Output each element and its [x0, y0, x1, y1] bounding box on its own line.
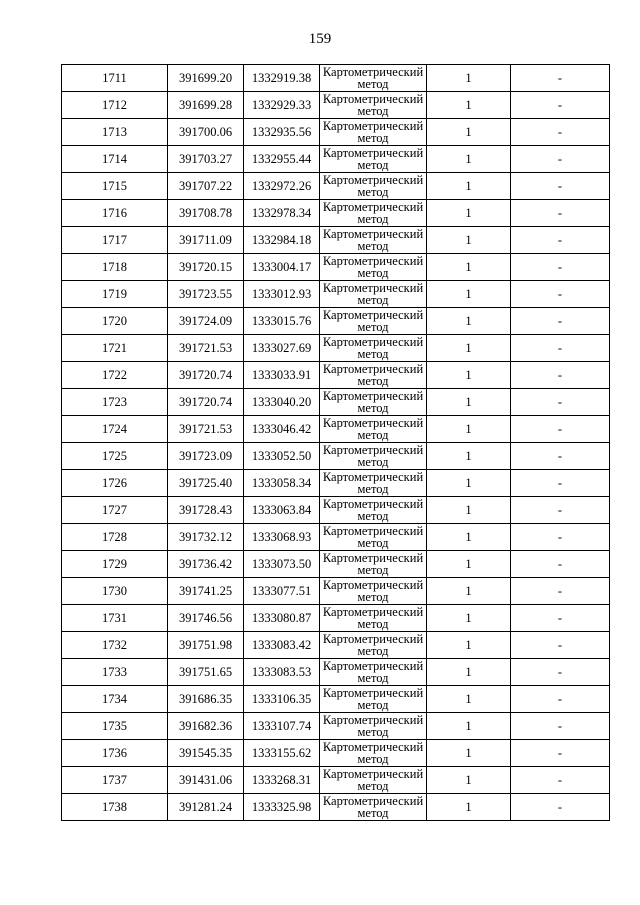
method-cell	[320, 443, 427, 470]
method-line-2: метод	[357, 265, 389, 280]
note-cell: -	[511, 92, 610, 119]
note-cell: -	[511, 443, 610, 470]
method-line-1: Картометрический	[322, 334, 424, 349]
point-number-cell: 1712	[62, 92, 168, 119]
table-row	[62, 659, 610, 686]
y-coordinate-cell: 1333083.53	[244, 659, 320, 686]
method-cell	[320, 470, 427, 497]
method-line-1: Картометрический	[322, 685, 424, 700]
method-line-2: метод	[357, 130, 389, 145]
count-cell: 1	[427, 281, 511, 308]
x-coordinate-cell: 391703.27	[168, 146, 244, 173]
note-cell: -	[511, 281, 610, 308]
method-line-2: метод	[357, 211, 389, 226]
point-number-cell: 1730	[62, 578, 168, 605]
method-line-1: Картометрический	[322, 64, 424, 79]
method-line-2: метод	[357, 346, 389, 361]
method-line-1: Картометрический	[322, 280, 424, 295]
count-cell: 1	[427, 254, 511, 281]
point-number-cell: 1714	[62, 146, 168, 173]
count-cell: 1	[427, 92, 511, 119]
x-coordinate-cell: 391700.06	[168, 119, 244, 146]
table-row	[62, 497, 610, 524]
method-cell	[320, 497, 427, 524]
count-cell: 1	[427, 443, 511, 470]
y-coordinate-cell: 1333073.50	[244, 551, 320, 578]
table-row	[62, 335, 610, 362]
table-row	[62, 740, 610, 767]
note-cell: -	[511, 173, 610, 200]
count-cell: 1	[427, 65, 511, 92]
note-cell: -	[511, 227, 610, 254]
x-coordinate-cell: 391699.28	[168, 92, 244, 119]
table-row	[62, 578, 610, 605]
point-number-cell: 1725	[62, 443, 168, 470]
method-line-2: метод	[357, 778, 389, 793]
method-cell	[320, 281, 427, 308]
method-line-2: метод	[357, 481, 389, 496]
method-line-2: метод	[357, 643, 389, 658]
count-cell: 1	[427, 173, 511, 200]
table-row	[62, 227, 610, 254]
table-row	[62, 470, 610, 497]
method-cell	[320, 632, 427, 659]
method-line-1: Картометрический	[322, 766, 424, 781]
method-cell	[320, 308, 427, 335]
count-cell: 1	[427, 470, 511, 497]
note-cell: -	[511, 524, 610, 551]
note-cell: -	[511, 308, 610, 335]
table-row	[62, 389, 610, 416]
method-line-2: метод	[357, 562, 389, 577]
method-line-2: метод	[357, 157, 389, 172]
method-line-1: Картометрический	[322, 550, 424, 565]
method-line-1: Картометрический	[322, 226, 424, 241]
method-cell	[320, 578, 427, 605]
point-number-cell: 1720	[62, 308, 168, 335]
method-cell	[320, 767, 427, 794]
point-number-cell: 1713	[62, 119, 168, 146]
method-cell	[320, 227, 427, 254]
count-cell: 1	[427, 335, 511, 362]
count-cell: 1	[427, 389, 511, 416]
point-number-cell: 1715	[62, 173, 168, 200]
table-row	[62, 92, 610, 119]
y-coordinate-cell: 1333027.69	[244, 335, 320, 362]
method-cell	[320, 551, 427, 578]
point-number-cell: 1736	[62, 740, 168, 767]
method-cell	[320, 389, 427, 416]
coordinates-table	[61, 64, 610, 821]
table-row	[62, 416, 610, 443]
method-line-2: метод	[357, 184, 389, 199]
y-coordinate-cell: 1333004.17	[244, 254, 320, 281]
method-line-2: метод	[357, 319, 389, 334]
count-cell: 1	[427, 227, 511, 254]
note-cell: -	[511, 200, 610, 227]
point-number-cell: 1738	[62, 794, 168, 821]
y-coordinate-cell: 1332978.34	[244, 200, 320, 227]
x-coordinate-cell: 391281.24	[168, 794, 244, 821]
x-coordinate-cell: 391736.42	[168, 551, 244, 578]
x-coordinate-cell: 391723.09	[168, 443, 244, 470]
y-coordinate-cell: 1332919.38	[244, 65, 320, 92]
count-cell: 1	[427, 794, 511, 821]
count-cell: 1	[427, 497, 511, 524]
method-cell	[320, 146, 427, 173]
table-row	[62, 794, 610, 821]
count-cell: 1	[427, 686, 511, 713]
count-cell: 1	[427, 740, 511, 767]
method-line-1: Картометрический	[322, 91, 424, 106]
method-line-1: Картометрический	[322, 496, 424, 511]
point-number-cell: 1731	[62, 605, 168, 632]
method-line-2: метод	[357, 589, 389, 604]
note-cell: -	[511, 605, 610, 632]
count-cell: 1	[427, 146, 511, 173]
count-cell: 1	[427, 308, 511, 335]
x-coordinate-cell: 391751.65	[168, 659, 244, 686]
point-number-cell: 1719	[62, 281, 168, 308]
method-cell	[320, 713, 427, 740]
note-cell: -	[511, 632, 610, 659]
note-cell: -	[511, 659, 610, 686]
x-coordinate-cell: 391728.43	[168, 497, 244, 524]
note-cell: -	[511, 551, 610, 578]
table-row	[62, 362, 610, 389]
y-coordinate-cell: 1333033.91	[244, 362, 320, 389]
x-coordinate-cell: 391686.35	[168, 686, 244, 713]
y-coordinate-cell: 1333325.98	[244, 794, 320, 821]
note-cell: -	[511, 497, 610, 524]
count-cell: 1	[427, 551, 511, 578]
count-cell: 1	[427, 200, 511, 227]
count-cell: 1	[427, 713, 511, 740]
method-line-2: метод	[357, 724, 389, 739]
count-cell: 1	[427, 362, 511, 389]
point-number-cell: 1722	[62, 362, 168, 389]
method-line-1: Картометрический	[322, 631, 424, 646]
note-cell: -	[511, 362, 610, 389]
point-number-cell: 1726	[62, 470, 168, 497]
note-cell: -	[511, 470, 610, 497]
point-number-cell: 1716	[62, 200, 168, 227]
method-line-2: метод	[357, 76, 389, 91]
x-coordinate-cell: 391732.12	[168, 524, 244, 551]
y-coordinate-cell: 1333046.42	[244, 416, 320, 443]
point-number-cell: 1733	[62, 659, 168, 686]
note-cell: -	[511, 686, 610, 713]
method-line-1: Картометрический	[322, 415, 424, 430]
count-cell: 1	[427, 605, 511, 632]
x-coordinate-cell: 391682.36	[168, 713, 244, 740]
count-cell: 1	[427, 767, 511, 794]
point-number-cell: 1732	[62, 632, 168, 659]
y-coordinate-cell: 1333155.62	[244, 740, 320, 767]
method-cell	[320, 119, 427, 146]
method-cell	[320, 605, 427, 632]
method-line-1: Картометрический	[322, 442, 424, 457]
table-row	[62, 605, 610, 632]
table-row	[62, 713, 610, 740]
y-coordinate-cell: 1332929.33	[244, 92, 320, 119]
note-cell: -	[511, 335, 610, 362]
method-line-2: метод	[357, 454, 389, 469]
method-line-2: метод	[357, 805, 389, 820]
note-cell: -	[511, 254, 610, 281]
note-cell: -	[511, 146, 610, 173]
x-coordinate-cell: 391707.22	[168, 173, 244, 200]
table-row	[62, 146, 610, 173]
method-line-2: метод	[357, 670, 389, 685]
table-row	[62, 173, 610, 200]
x-coordinate-cell: 391720.15	[168, 254, 244, 281]
method-line-2: метод	[357, 103, 389, 118]
method-cell	[320, 335, 427, 362]
point-number-cell: 1723	[62, 389, 168, 416]
point-number-cell: 1711	[62, 65, 168, 92]
y-coordinate-cell: 1333107.74	[244, 713, 320, 740]
point-number-cell: 1734	[62, 686, 168, 713]
table-row	[62, 119, 610, 146]
method-line-2: метод	[357, 697, 389, 712]
table-row	[62, 686, 610, 713]
method-line-1: Картометрический	[322, 712, 424, 727]
method-cell	[320, 254, 427, 281]
x-coordinate-cell: 391751.98	[168, 632, 244, 659]
method-line-2: метод	[357, 616, 389, 631]
method-cell	[320, 362, 427, 389]
point-number-cell: 1727	[62, 497, 168, 524]
count-cell: 1	[427, 524, 511, 551]
point-number-cell: 1717	[62, 227, 168, 254]
method-cell	[320, 659, 427, 686]
method-line-2: метод	[357, 373, 389, 388]
count-cell: 1	[427, 416, 511, 443]
y-coordinate-cell: 1332984.18	[244, 227, 320, 254]
y-coordinate-cell: 1333063.84	[244, 497, 320, 524]
method-line-2: метод	[357, 508, 389, 523]
y-coordinate-cell: 1333083.42	[244, 632, 320, 659]
y-coordinate-cell: 1333080.87	[244, 605, 320, 632]
method-line-1: Картометрический	[322, 307, 424, 322]
y-coordinate-cell: 1333058.34	[244, 470, 320, 497]
method-line-1: Картометрический	[322, 118, 424, 133]
method-line-1: Картометрический	[322, 658, 424, 673]
method-line-2: метод	[357, 751, 389, 766]
x-coordinate-cell: 391724.09	[168, 308, 244, 335]
table-row	[62, 254, 610, 281]
y-coordinate-cell: 1333077.51	[244, 578, 320, 605]
point-number-cell: 1724	[62, 416, 168, 443]
x-coordinate-cell: 391721.53	[168, 335, 244, 362]
x-coordinate-cell: 391746.56	[168, 605, 244, 632]
table-body	[62, 65, 610, 821]
table-row	[62, 65, 610, 92]
method-line-1: Картометрический	[322, 388, 424, 403]
method-cell	[320, 200, 427, 227]
count-cell: 1	[427, 632, 511, 659]
x-coordinate-cell: 391720.74	[168, 389, 244, 416]
table-row	[62, 551, 610, 578]
method-line-1: Картометрический	[322, 739, 424, 754]
x-coordinate-cell: 391725.40	[168, 470, 244, 497]
method-line-1: Картометрический	[322, 604, 424, 619]
method-cell	[320, 416, 427, 443]
note-cell: -	[511, 740, 610, 767]
y-coordinate-cell: 1333052.50	[244, 443, 320, 470]
y-coordinate-cell: 1333106.35	[244, 686, 320, 713]
method-cell	[320, 65, 427, 92]
x-coordinate-cell: 391723.55	[168, 281, 244, 308]
note-cell: -	[511, 416, 610, 443]
x-coordinate-cell: 391721.53	[168, 416, 244, 443]
x-coordinate-cell: 391741.25	[168, 578, 244, 605]
method-line-1: Картометрический	[322, 199, 424, 214]
note-cell: -	[511, 578, 610, 605]
x-coordinate-cell: 391711.09	[168, 227, 244, 254]
point-number-cell: 1718	[62, 254, 168, 281]
y-coordinate-cell: 1333068.93	[244, 524, 320, 551]
point-number-cell: 1728	[62, 524, 168, 551]
count-cell: 1	[427, 659, 511, 686]
method-line-1: Картометрический	[322, 145, 424, 160]
table-row	[62, 281, 610, 308]
x-coordinate-cell: 391699.20	[168, 65, 244, 92]
point-number-cell: 1737	[62, 767, 168, 794]
y-coordinate-cell: 1332972.26	[244, 173, 320, 200]
y-coordinate-cell: 1332935.56	[244, 119, 320, 146]
method-line-2: метод	[357, 292, 389, 307]
table-row	[62, 524, 610, 551]
point-number-cell: 1729	[62, 551, 168, 578]
note-cell: -	[511, 65, 610, 92]
y-coordinate-cell: 1332955.44	[244, 146, 320, 173]
method-cell	[320, 92, 427, 119]
y-coordinate-cell: 1333012.93	[244, 281, 320, 308]
note-cell: -	[511, 767, 610, 794]
table-row	[62, 308, 610, 335]
method-line-1: Картометрический	[322, 469, 424, 484]
method-line-1: Картометрический	[322, 172, 424, 187]
method-cell	[320, 686, 427, 713]
table-row	[62, 443, 610, 470]
count-cell: 1	[427, 119, 511, 146]
note-cell: -	[511, 713, 610, 740]
method-line-2: метод	[357, 427, 389, 442]
method-line-2: метод	[357, 535, 389, 550]
count-cell: 1	[427, 578, 511, 605]
table-row	[62, 632, 610, 659]
method-line-1: Картометрический	[322, 361, 424, 376]
y-coordinate-cell: 1333015.76	[244, 308, 320, 335]
x-coordinate-cell: 391708.78	[168, 200, 244, 227]
point-number-cell: 1735	[62, 713, 168, 740]
x-coordinate-cell: 391545.35	[168, 740, 244, 767]
y-coordinate-cell: 1333268.31	[244, 767, 320, 794]
y-coordinate-cell: 1333040.20	[244, 389, 320, 416]
note-cell: -	[511, 389, 610, 416]
method-cell	[320, 524, 427, 551]
method-line-1: Картометрический	[322, 523, 424, 538]
x-coordinate-cell: 391431.06	[168, 767, 244, 794]
table-row	[62, 200, 610, 227]
method-line-2: метод	[357, 238, 389, 253]
method-line-1: Картометрический	[322, 577, 424, 592]
note-cell: -	[511, 119, 610, 146]
page-number: 159	[308, 31, 332, 47]
method-cell	[320, 794, 427, 821]
method-line-1: Картометрический	[322, 253, 424, 268]
method-cell	[320, 173, 427, 200]
point-number-cell: 1721	[62, 335, 168, 362]
x-coordinate-cell: 391720.74	[168, 362, 244, 389]
method-line-1: Картометрический	[322, 793, 424, 808]
method-cell	[320, 740, 427, 767]
method-line-2: метод	[357, 400, 389, 415]
table-row	[62, 767, 610, 794]
note-cell: -	[511, 794, 610, 821]
